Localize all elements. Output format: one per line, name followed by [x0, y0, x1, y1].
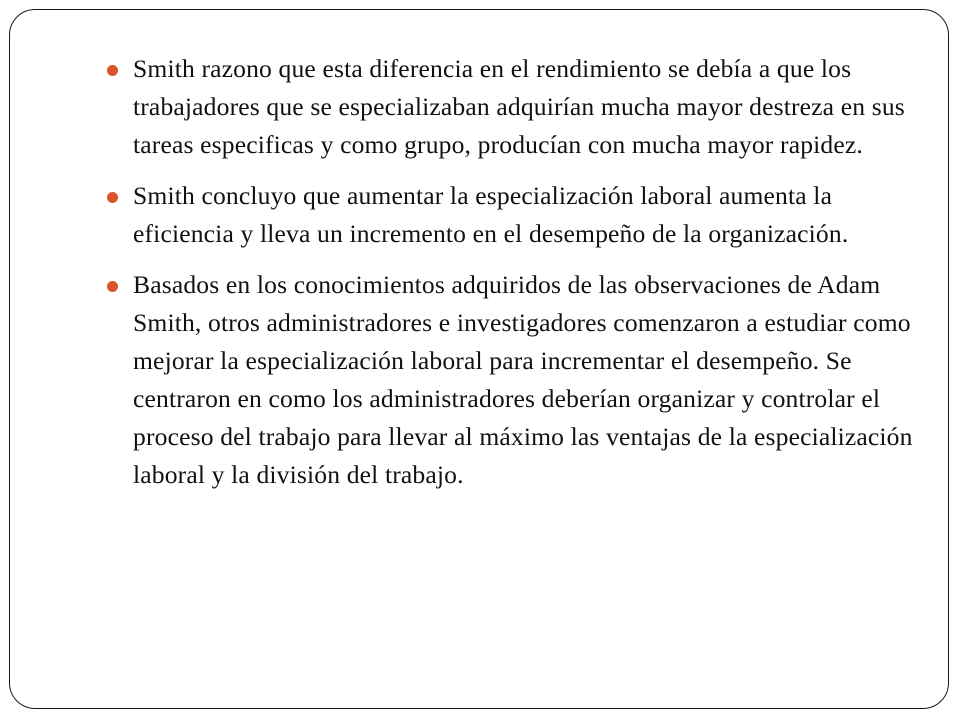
bullet-text: Smith concluyo que aumentar la especialización laboral aumenta la eficiencia y lleva un incremento en el desempeño de la organización. — [133, 181, 849, 248]
bullet-dot-icon — [107, 65, 118, 76]
bullet-list — [107, 50, 922, 507]
bullet-dot-icon — [107, 192, 118, 203]
bullet-dot-icon — [107, 281, 118, 292]
bullet-text: Basados en los conocimientos adquiridos de las observaciones de Adam Smith, otros administradores e investigadores comenzaron a estudiar como mejorar la especialización laboral para incrementar el desempeño. Se centraron en como los administradores deberían organizar y controlar el proceso del trabajo para llevar al máximo las ventajas de la especialización laboral y la división del trabajo. — [133, 270, 913, 489]
bullet-text: Smith razono que esta diferencia en el rendimiento se debía a que los trabajadores que se especializaban adquirían mucha mayor destreza en sus tareas especificas y como grupo, producían con mucha mayor rapidez. — [133, 54, 905, 159]
bullet-item — [107, 266, 922, 494]
bullet-item — [107, 177, 922, 253]
bullet-item — [107, 50, 922, 164]
